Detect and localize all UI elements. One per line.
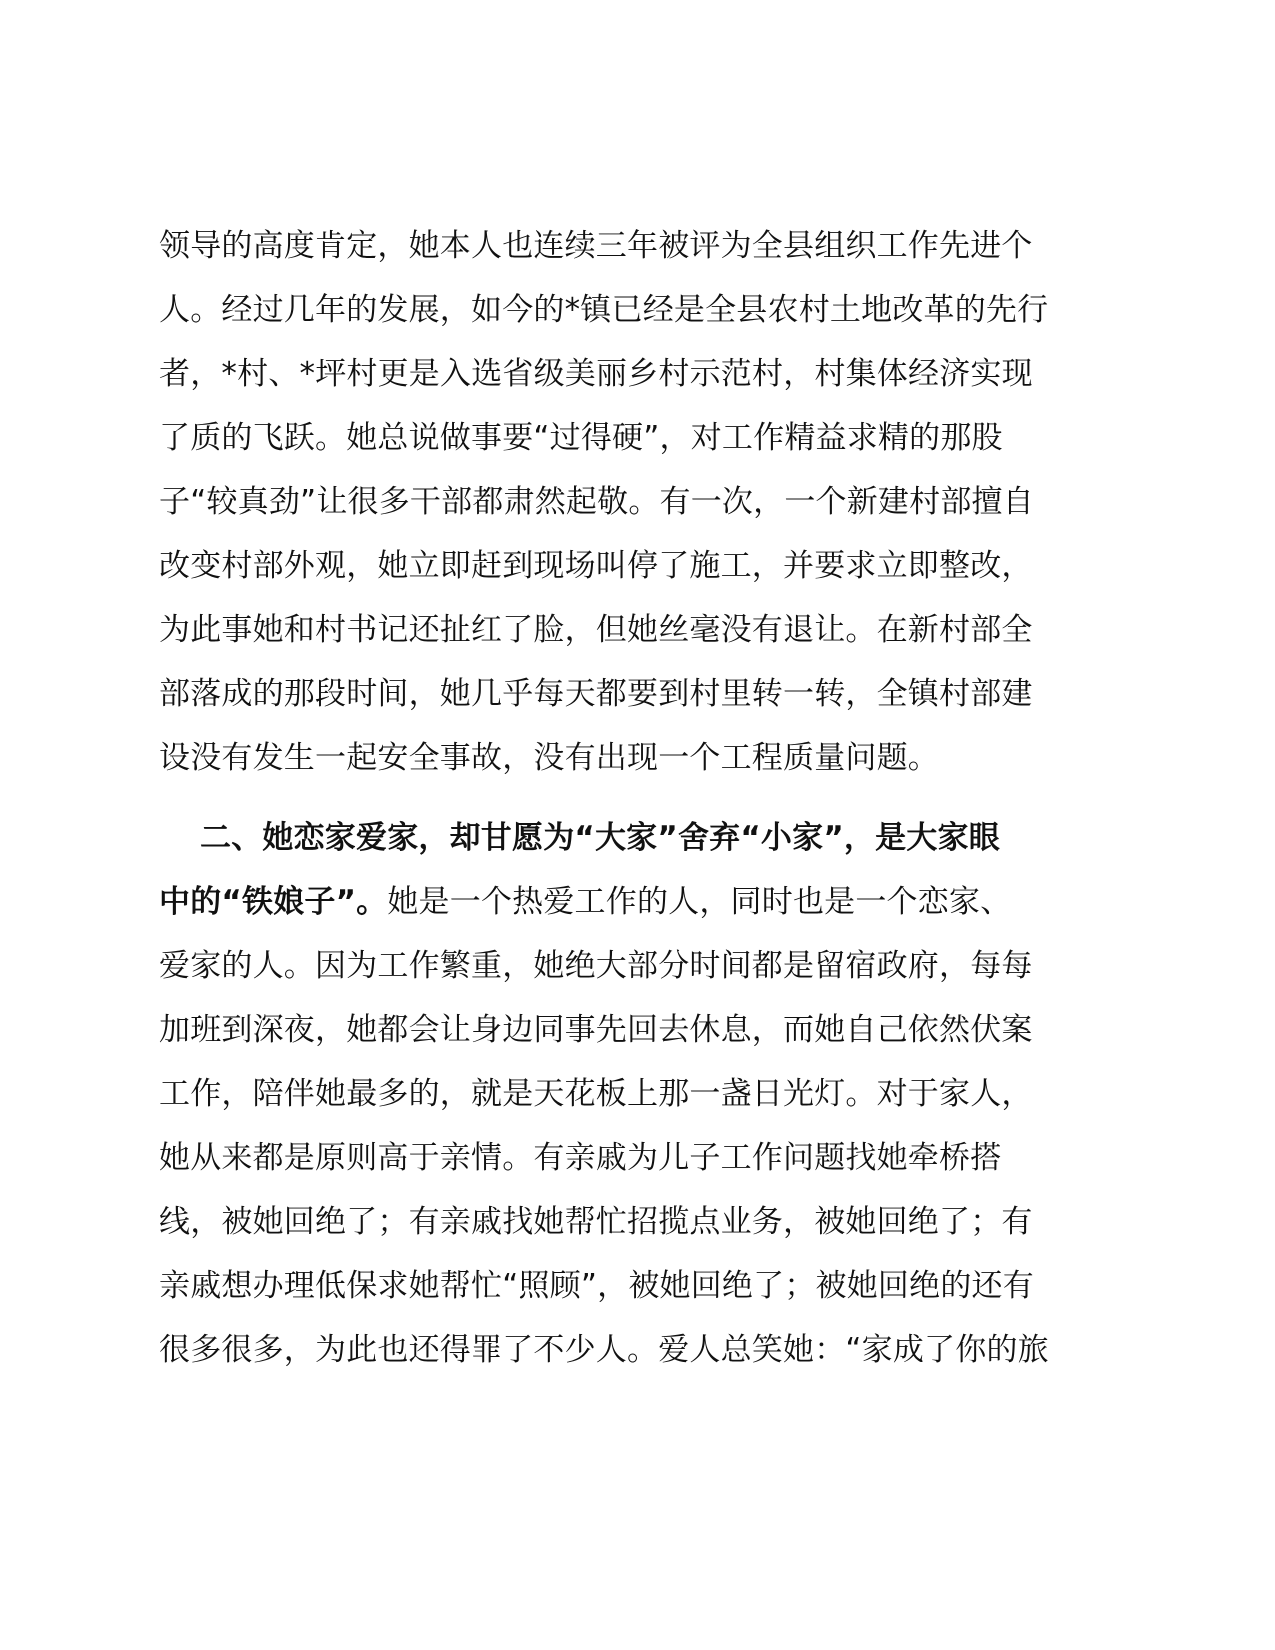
text-line: 亲戚想办理低保求她帮忙“照顾”，被她回绝了；被她回绝的还有	[159, 1268, 1034, 1304]
text-line: 线，被她回绝了；有亲戚找她帮忙招揽点业务，被她回绝了；有	[159, 1204, 1033, 1240]
text-line: 部落成的那段时间，她几乎每天都要到村里转一转，全镇村部建	[159, 676, 1033, 712]
text-line: 爱家的人。因为工作繁重，她绝大部分时间都是留宿政府，每每	[159, 948, 1033, 984]
text-line: 改变村部外观，她立即赶到现场叫停了施工，并要求立即整改，	[159, 548, 1033, 584]
text-line: 者，*村、*坪村更是入选省级美丽乡村示范村，村集体经济实现	[159, 356, 1033, 392]
section-heading: 二、她恋家爱家，却甘愿为“大家”舍弃“小家”，是大家眼	[200, 820, 1000, 856]
text-line: 为此事她和村书记还扯红了脸，但她丝毫没有退让。在新村部全	[159, 612, 1033, 648]
text-line: 了质的飞跃。她总说做事要“过得硬”，对工作精益求精的那股	[159, 420, 1003, 456]
text-line: 领导的高度肯定，她本人也连续三年被评为全县组织工作先进个	[159, 228, 1033, 264]
text-line: 很多很多，为此也还得罪了不少人。爱人总笑她：“家成了你的旅	[159, 1332, 1049, 1368]
text-line: 子“较真劲”让很多干部都肃然起敬。有一次，一个新建村部擅自	[159, 484, 1034, 520]
text-line	[159, 882, 1011, 922]
text-line: 设没有发生一起安全事故，没有出现一个工程质量问题。	[159, 740, 939, 776]
text-line: 人。经过几年的发展，如今的*镇已经是全县农村土地改革的先行	[159, 292, 1049, 328]
text-span: 她是一个热爱工作的人，同时也是一个恋家、	[387, 884, 1012, 920]
text-line: 她从来都是原则高于亲情。有亲戚为儿子工作问题找她牵桥搭	[159, 1140, 1002, 1176]
text-line: 工作，陪伴她最多的，就是天花板上那一盏日光灯。对于家人，	[159, 1076, 1033, 1112]
section-heading-end: 中的“铁娘子”。	[159, 884, 388, 920]
text-line: 加班到深夜，她都会让身边同事先回去休息，而她自己依然伏案	[159, 1012, 1033, 1048]
